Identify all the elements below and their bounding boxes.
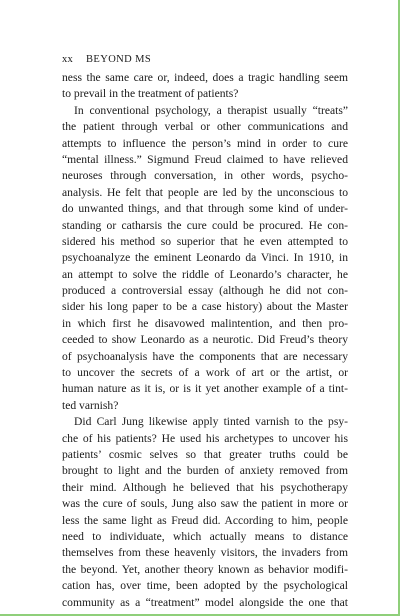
text-line: Did Carl Jung likewise apply tinted varnish to the psy-: [74, 415, 348, 429]
text-line: ted varnish?: [62, 398, 119, 412]
running-head-title: BEYOND MS: [86, 54, 152, 65]
text-line: patients’ cosmic selves so that greater truths could be: [62, 447, 348, 461]
text-line: an attempt to solve the riddle of Leonardo’s character, he: [62, 267, 348, 281]
running-head: [62, 54, 151, 65]
text-line: “mental illness.” Sigmund Freud claimed to have relieved: [62, 152, 348, 166]
text-line: themselves from these heavenly visitors, the invaders from: [62, 546, 348, 560]
text-line: of psychoanalysis have the components that are necessary: [62, 349, 348, 363]
text-line: human nature as it is, or is it yet another example of a tint-: [62, 382, 348, 396]
text-line: attempts to influence the person’s mind in order to cure: [62, 136, 348, 150]
text-line: to uncover the secrets of a work of art or the artist, or: [62, 366, 348, 380]
text-line: psychoanalyze the eminent Leonardo da Vinci. In 1910, in: [62, 251, 348, 265]
text-line: the beyond. Yet, another theory known as behavior modifi-: [62, 562, 348, 576]
text-line: produced a controversial essay (although he did not con-: [62, 284, 348, 298]
text-line: was the cure of souls, Jung also saw the patient in more or: [62, 497, 348, 511]
text-line: need to individuate, which actually means to distance: [62, 529, 348, 543]
text-line: ceeded to show Leonardo as a neurotic. Did Freud’s theory: [62, 333, 348, 347]
text-line: community as a “treatment” model alongside the one that: [62, 595, 348, 609]
page-number: xx: [62, 54, 73, 65]
text-line: sidered his method so superior that he even attempted to: [62, 234, 348, 248]
text-line: sider his long paper to be a case history) about the Master: [62, 300, 348, 314]
text-line: less the same light as Freud did. According to him, people: [62, 513, 348, 527]
text-line: to prevail in the treatment of patients?: [62, 87, 239, 101]
text-line: the patient through verbal or other communications and: [62, 120, 348, 134]
text-line: cation has, over time, been adopted by the psychological: [62, 579, 348, 593]
text-line: standing or catharsis the cure could be procured. He con-: [62, 218, 348, 232]
text-line: In conventional psychology, a therapist usually “treats”: [74, 103, 348, 117]
text-line: ness the same care or, indeed, does a tragic handling seem: [62, 71, 348, 84]
text-line: their mind. Although he believed that his psychotherapy: [62, 480, 348, 494]
text-line: neuroses through conversation, in other words, psycho-: [62, 169, 348, 183]
text-line: do unwanted things, and that through some kind of under-: [62, 202, 348, 216]
text-line: analysis. He felt that people are led by the unconscious to: [62, 185, 348, 199]
text-line: brought to light and the burden of anxiety removed from: [62, 464, 348, 478]
text-line: che of his patients? He used his archetypes to uncover his: [62, 431, 348, 445]
body-text: [62, 70, 348, 611]
text-line: in which first he disavowed malintention, and then pro-: [62, 316, 348, 330]
